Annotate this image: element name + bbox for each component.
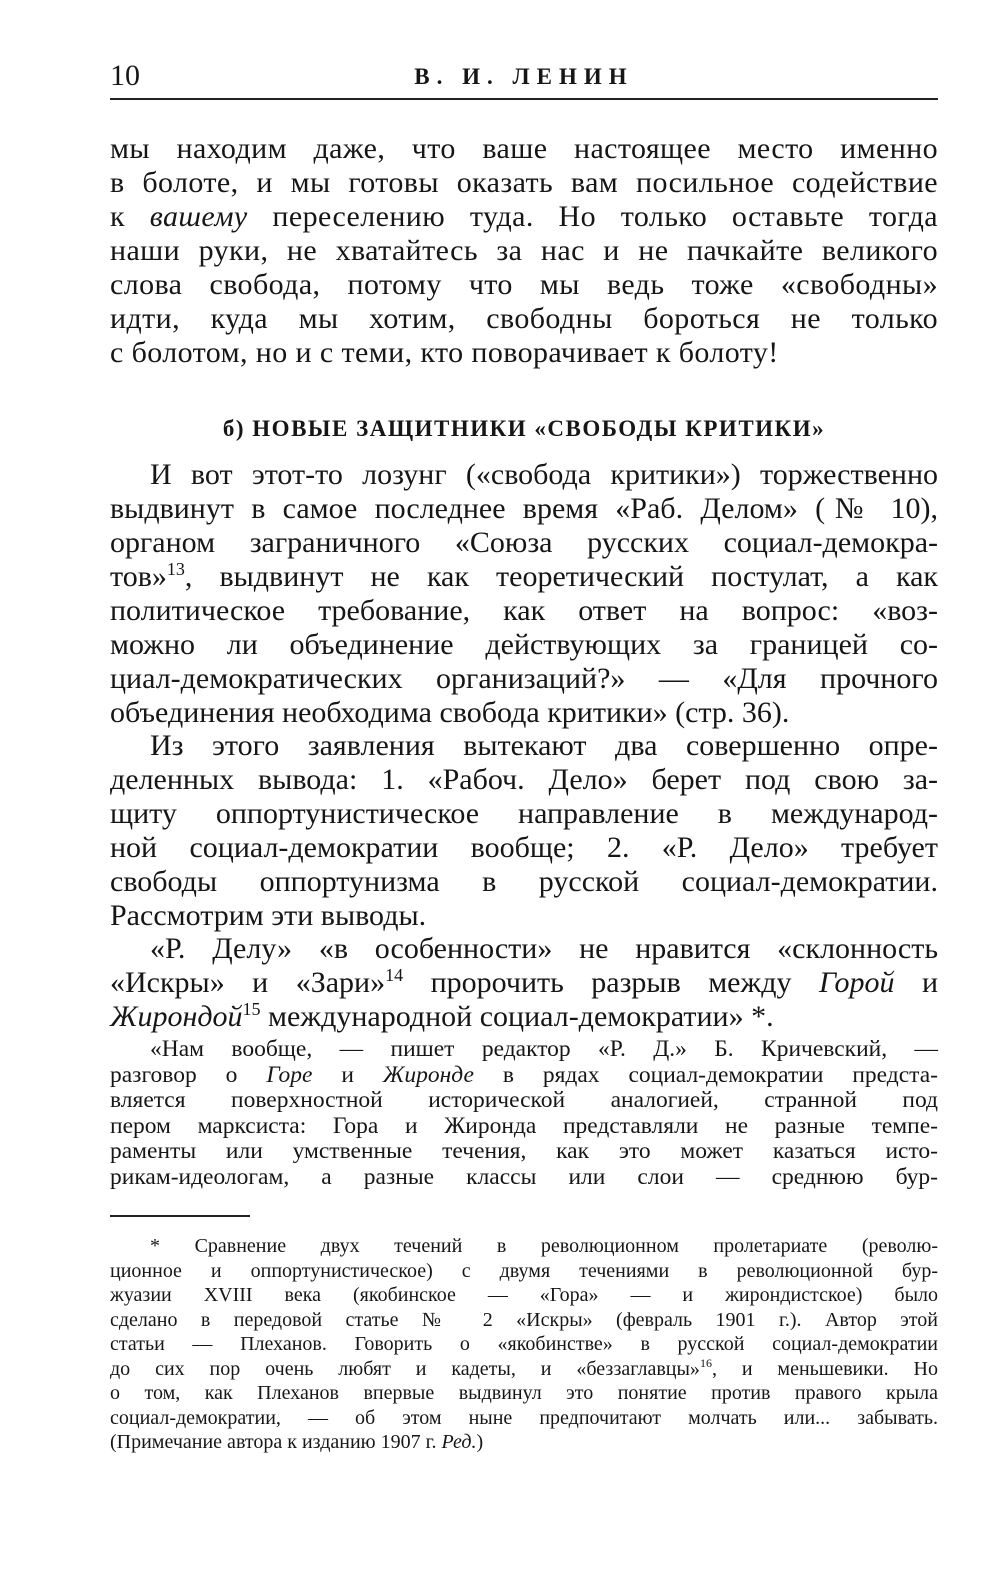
text-line: щиту оппортунистическое направление в международ- [110,797,938,830]
text-line: сделано в передовой статье № 2 «Искры» (февраль 1901 г.). Автор этой [110,1308,938,1331]
text-line: И вот этот-то лозунг («свобода критики») торжественно [150,458,938,491]
text-line: свободы оппортунизма в русской социал-демократии. [110,865,938,898]
text-line: до сих пор очень любят и кадеты, и «беззаглавцы»$^{16}$, и меньшевики. Но [110,1356,938,1380]
text-line: Рассмотрим эти выводы. [110,899,427,932]
page-header [110,60,938,100]
text-line: (Примечание автора к изданию 1907 г. Ред.) [110,1431,484,1453]
italic-text: Жиронде [382,1061,474,1088]
note-reference: 16 [699,1356,712,1371]
header-rule [110,98,938,100]
italic-text: Горе [266,1061,313,1088]
quotation [110,1037,938,1190]
text-line: циал-демократических организаций?» — «Для прочного [110,662,938,695]
section-title: б) НОВЫЕ ЗАЩИТНИКИ «СВОБОДЫ КРИТИКИ» [222,416,826,441]
text-line: «Искры» и «Зари»$^{14}$ пророчить разрыв между Горой и [110,965,939,999]
text-line: статьи — Плеханов. Говорить о «якобинстве» в русской социал-демократии [110,1333,938,1355]
paragraph-2 [110,729,938,933]
page-number: 10 [110,59,140,92]
text-line: пером марксиста: Гора и Жиронда представляли не разные темпе- [110,1112,938,1139]
text-line: ционное и оппортунистическое) с двумя течениями в революционной бур- [110,1259,938,1282]
text-line: разговор о Горе и Жиронде в рядах социал-демократии предста- [110,1061,938,1088]
text-line: вляется поверхностной исторической аналогией, странной под [110,1087,938,1113]
text-line: Жирондой$^{15}$ международной социал-демократии» *. [110,999,774,1033]
text-line: деленных вывода: 1. «Рабоч. Дело» берет под свою за- [110,763,938,796]
text-line: жуазии XVIII века (якобинское — «Гора» — и жирондистское) было [110,1284,938,1306]
italic-text: Жирондой [110,1000,243,1033]
text-line: с болотом, но и с теми, кто поворачивает к болоту! [110,336,779,369]
text-line: социал-демократии, — об этом ныне предпочитают молчать или... забывать. [110,1406,938,1429]
text-line: выдвинут в самое последнее время «Раб. Делом» (№ 10), [110,492,938,525]
text-line: идти, куда мы хотим, свободны бороться не только [110,302,938,335]
footnote [110,1234,938,1455]
note-reference: 15 [242,999,261,1020]
note-reference: 14 [385,965,404,986]
paragraph-3 [110,932,938,1034]
text-line: тов»$^{13}$, выдвинут не как теоретический постулат, а как [110,559,938,593]
paragraph-1 [110,458,938,730]
text-line: рикам-идеологам, а разные классы или слои — среднюю бур- [110,1163,938,1190]
text-line: Из этого заявления вытекают два совершенно опре- [150,729,938,762]
text-line: в болоте, и мы готовы оказать вам посильное содействие [110,166,938,199]
text-line: «Нам вообще, — пишет редактор «Р. Д.» Б. Кричевский, — [150,1036,938,1062]
text-line: можно ли объединение действующих за границей со- [110,628,938,661]
italic-text: Горой [818,966,895,999]
text-line: «Р. Делу» «в особенности» не нравится «склонность [150,932,938,965]
text-line: к вашему переселению туда. Но только оставьте тогда [110,200,938,233]
text-line: объединения необходима свобода критики» (стр. 36). [110,696,790,729]
running-head: В. И. ЛЕНИН [414,64,634,89]
text-line: ной социал-демократии вообще; 2. «Р. Дело» требует [110,831,938,864]
text-line: органом заграничного «Союза русских социал-демокра- [110,526,938,559]
text-line: слова свобода, потому что мы ведь тоже «свободны» [110,268,938,301]
footnote-rule [110,1215,250,1217]
italic-text: вашему [149,200,248,233]
italic-text: Ред. [441,1431,477,1453]
text-line: мы находим даже, что ваше настоящее место именно [110,132,938,165]
note-reference: 13 [166,559,185,580]
continuation-paragraph [110,132,938,370]
text-line: наши руки, не хватайтесь за нас и не пачкайте великого [110,234,938,267]
text-line: о том, как Плеханов впервые выдвинул это понятие против правого крыла [110,1382,938,1404]
text-line: * Сравнение двух течений в революционном пролетариате (револю- [150,1235,938,1257]
text-line: раменты или умственные течения, как это может казаться исто- [110,1138,938,1164]
text-line: политическое требование, как ответ на вопрос: «воз- [110,594,938,627]
